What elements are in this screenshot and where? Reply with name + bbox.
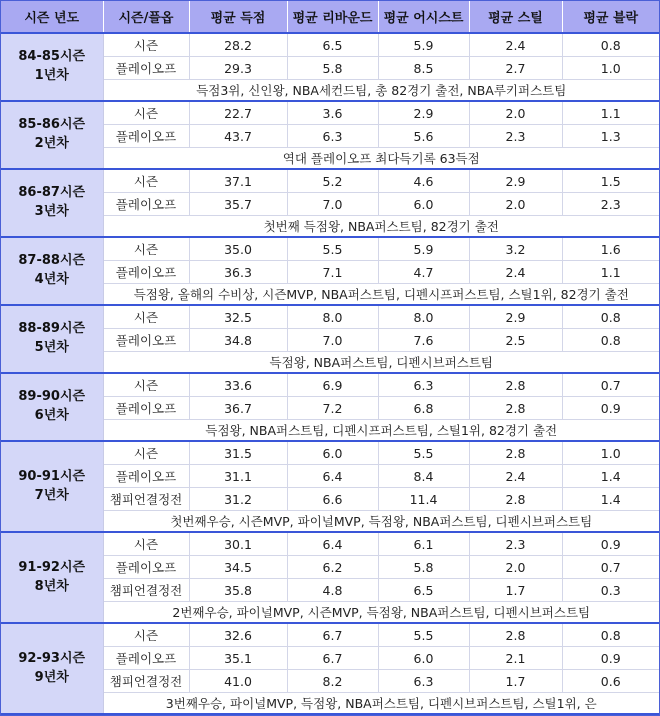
assists-cell: 5.8 (378, 556, 469, 579)
points-cell: 37.1 (189, 169, 287, 193)
row-type-cell: 시즌 (103, 305, 189, 329)
rebounds-cell: 4.8 (287, 579, 378, 602)
steals-cell: 2.1 (469, 647, 562, 670)
assists-cell: 5.9 (378, 33, 469, 57)
points-cell: 22.7 (189, 101, 287, 125)
row-type-cell: 플레이오프 (103, 556, 189, 579)
steals-cell: 3.2 (469, 237, 562, 261)
rebounds-cell: 8.2 (287, 670, 378, 693)
season-note: 득점왕, 올해의 수비상, 시즌MVP, NBA퍼스트팀, 디펜시프퍼스트팀, 스틸1위, 82경기 출전 (103, 284, 659, 306)
rebounds-cell: 6.7 (287, 623, 378, 647)
season-order-label: 2년차 (34, 136, 69, 151)
row-type-cell: 챔피언결정전 (103, 579, 189, 602)
header-assists: 평균 어시스트 (378, 1, 469, 33)
assists-cell: 8.4 (378, 465, 469, 488)
rebounds-cell: 5.8 (287, 57, 378, 80)
season-year-cell (1, 101, 103, 169)
rebounds-cell: 7.1 (287, 261, 378, 284)
career-stats-table (1, 1, 659, 715)
steals-cell: 2.5 (469, 329, 562, 352)
points-cell: 41.0 (189, 670, 287, 693)
row-type-cell: 챔피언결정전 (103, 670, 189, 693)
rebounds-cell: 7.2 (287, 397, 378, 420)
blocks-cell: 1.1 (562, 101, 659, 125)
blocks-cell: 1.6 (562, 237, 659, 261)
row-type-cell: 시즌 (103, 441, 189, 465)
table-row (1, 532, 659, 556)
season-year-cell (1, 305, 103, 373)
steals-cell: 2.3 (469, 125, 562, 148)
points-cell: 31.2 (189, 488, 287, 511)
rebounds-cell: 6.5 (287, 33, 378, 57)
blocks-cell: 1.0 (562, 57, 659, 80)
steals-cell: 2.0 (469, 556, 562, 579)
points-cell: 32.5 (189, 305, 287, 329)
assists-cell: 5.5 (378, 623, 469, 647)
row-type-cell: 시즌 (103, 101, 189, 125)
season-order-label: 6년차 (34, 408, 69, 423)
rebounds-cell: 8.0 (287, 305, 378, 329)
points-cell: 36.3 (189, 261, 287, 284)
rebounds-cell: 3.6 (287, 101, 378, 125)
season-year-label: 91-92시즌 (18, 559, 86, 575)
rebounds-cell: 7.0 (287, 329, 378, 352)
season-year-label: 90-91시즌 (18, 468, 86, 484)
assists-cell: 6.1 (378, 532, 469, 556)
blocks-cell: 0.9 (562, 397, 659, 420)
season-year-cell (1, 169, 103, 237)
points-cell: 28.2 (189, 33, 287, 57)
season-note: 첫번째우승, 시즌MVP, 파이널MVP, 득점왕, NBA퍼스트팀, 디펜시브퍼스트팀 (103, 511, 659, 533)
blocks-cell: 0.6 (562, 670, 659, 693)
rebounds-cell: 6.6 (287, 488, 378, 511)
row-type-cell: 플레이오프 (103, 57, 189, 80)
header-rebounds: 평균 리바운드 (287, 1, 378, 33)
blocks-cell: 0.8 (562, 623, 659, 647)
season-note: 득점3위, 신인왕, NBA세컨드팀, 총 82경기 출전, NBA루키퍼스트팀 (103, 80, 659, 102)
blocks-cell: 0.7 (562, 373, 659, 397)
season-order-label: 3년차 (34, 204, 69, 219)
blocks-cell: 2.3 (562, 193, 659, 216)
season-year-cell (1, 33, 103, 101)
points-cell: 35.0 (189, 237, 287, 261)
header-season-playoff: 시즌/플옵 (103, 1, 189, 33)
rebounds-cell: 6.4 (287, 465, 378, 488)
assists-cell: 6.3 (378, 670, 469, 693)
row-type-cell: 플레이오프 (103, 329, 189, 352)
table-row (1, 237, 659, 261)
season-order-label: 5년차 (34, 340, 69, 355)
row-type-cell: 플레이오프 (103, 397, 189, 420)
season-order-label: 7년차 (34, 487, 69, 503)
blocks-cell: 0.8 (562, 305, 659, 329)
rebounds-cell: 6.7 (287, 647, 378, 670)
season-order-label: 4년차 (34, 272, 69, 287)
points-cell: 32.6 (189, 623, 287, 647)
assists-cell: 11.4 (378, 488, 469, 511)
row-type-cell: 시즌 (103, 169, 189, 193)
season-year-label: 89-90시즌 (18, 389, 86, 405)
rebounds-cell: 6.2 (287, 556, 378, 579)
rebounds-cell: 5.2 (287, 169, 378, 193)
row-type-cell: 플레이오프 (103, 193, 189, 216)
season-year-label: 88-89시즌 (18, 321, 86, 337)
steals-cell: 2.9 (469, 169, 562, 193)
assists-cell: 2.9 (378, 101, 469, 125)
blocks-cell: 0.9 (562, 532, 659, 556)
assists-cell: 7.6 (378, 329, 469, 352)
blocks-cell: 0.8 (562, 329, 659, 352)
stats-body (1, 33, 659, 714)
points-cell: 33.6 (189, 373, 287, 397)
blocks-cell: 0.8 (562, 33, 659, 57)
season-year-cell (1, 532, 103, 623)
row-type-cell: 시즌 (103, 237, 189, 261)
row-type-cell: 플레이오프 (103, 125, 189, 148)
season-note: 역대 플레이오프 최다득기록 63득점 (103, 148, 659, 170)
blocks-cell: 1.1 (562, 261, 659, 284)
assists-cell: 8.0 (378, 305, 469, 329)
season-note: 2번째우승, 파이널MVP, 시즌MVP, 득점왕, NBA퍼스트팀, 디펜시브퍼스트팀 (103, 602, 659, 624)
assists-cell: 6.3 (378, 373, 469, 397)
steals-cell: 2.8 (469, 441, 562, 465)
rebounds-cell: 6.4 (287, 532, 378, 556)
points-cell: 29.3 (189, 57, 287, 80)
points-cell: 35.8 (189, 579, 287, 602)
steals-cell: 2.7 (469, 57, 562, 80)
season-order-label: 9년차 (34, 669, 69, 685)
steals-cell: 2.0 (469, 193, 562, 216)
season-year-label: 87-88시즌 (18, 253, 86, 269)
season-note: 3번째우승, 파이널MVP, 득점왕, NBA퍼스트팀, 디펜시브퍼스트팀, 스틸1위, 은 (103, 693, 659, 715)
points-cell: 35.7 (189, 193, 287, 216)
rebounds-cell: 7.0 (287, 193, 378, 216)
season-note: 득점왕, NBA퍼스트팀, 디펜시브퍼스트팀 (103, 352, 659, 374)
steals-cell: 1.7 (469, 579, 562, 602)
points-cell: 34.8 (189, 329, 287, 352)
assists-cell: 5.6 (378, 125, 469, 148)
steals-cell: 2.4 (469, 261, 562, 284)
steals-cell: 2.4 (469, 33, 562, 57)
blocks-cell: 1.4 (562, 465, 659, 488)
table-row (1, 101, 659, 125)
table-row (1, 441, 659, 465)
blocks-cell: 0.7 (562, 556, 659, 579)
blocks-cell: 1.4 (562, 488, 659, 511)
rebounds-cell: 5.5 (287, 237, 378, 261)
table-row (1, 305, 659, 329)
steals-cell: 2.0 (469, 101, 562, 125)
table-row (1, 33, 659, 57)
header-row (1, 1, 659, 33)
row-type-cell: 시즌 (103, 532, 189, 556)
header-blocks: 평균 블락 (562, 1, 659, 33)
row-type-cell: 플레이오프 (103, 261, 189, 284)
points-cell: 36.7 (189, 397, 287, 420)
steals-cell: 2.9 (469, 305, 562, 329)
season-year-cell (1, 441, 103, 532)
season-year-cell (1, 373, 103, 441)
row-type-cell: 플레이오프 (103, 465, 189, 488)
steals-cell: 2.8 (469, 373, 562, 397)
steals-cell: 2.3 (469, 532, 562, 556)
season-note: 득점왕, NBA퍼스트팀, 디펜시프퍼스트팀, 스틸1위, 82경기 출전 (103, 420, 659, 442)
steals-cell: 1.7 (469, 670, 562, 693)
points-cell: 31.1 (189, 465, 287, 488)
blocks-cell: 1.0 (562, 441, 659, 465)
assists-cell: 5.5 (378, 441, 469, 465)
assists-cell: 5.9 (378, 237, 469, 261)
points-cell: 35.1 (189, 647, 287, 670)
assists-cell: 4.6 (378, 169, 469, 193)
header-steals: 평균 스틸 (469, 1, 562, 33)
assists-cell: 8.5 (378, 57, 469, 80)
blocks-cell: 0.3 (562, 579, 659, 602)
rebounds-cell: 6.9 (287, 373, 378, 397)
season-year-label: 92-93시즌 (18, 650, 86, 666)
season-order-label: 1년차 (34, 68, 69, 83)
steals-cell: 2.4 (469, 465, 562, 488)
season-year-label: 85-86시즌 (18, 117, 86, 133)
steals-cell: 2.8 (469, 623, 562, 647)
points-cell: 31.5 (189, 441, 287, 465)
season-note: 첫번째 득점왕, NBA퍼스트팀, 82경기 출전 (103, 216, 659, 238)
row-type-cell: 시즌 (103, 373, 189, 397)
rebounds-cell: 6.3 (287, 125, 378, 148)
blocks-cell: 1.5 (562, 169, 659, 193)
blocks-cell: 0.9 (562, 647, 659, 670)
table-row (1, 169, 659, 193)
assists-cell: 6.8 (378, 397, 469, 420)
rebounds-cell: 6.0 (287, 441, 378, 465)
assists-cell: 6.5 (378, 579, 469, 602)
table-row (1, 373, 659, 397)
header-season-year: 시즌 년도 (1, 1, 103, 33)
season-year-cell (1, 237, 103, 305)
assists-cell: 4.7 (378, 261, 469, 284)
row-type-cell: 시즌 (103, 33, 189, 57)
assists-cell: 6.0 (378, 193, 469, 216)
header-points: 평균 득점 (189, 1, 287, 33)
points-cell: 30.1 (189, 532, 287, 556)
season-year-label: 86-87시즌 (18, 185, 86, 201)
points-cell: 43.7 (189, 125, 287, 148)
table-row (1, 623, 659, 647)
points-cell: 34.5 (189, 556, 287, 579)
steals-cell: 2.8 (469, 397, 562, 420)
blocks-cell: 1.3 (562, 125, 659, 148)
steals-cell: 2.8 (469, 488, 562, 511)
row-type-cell: 챔피언결정전 (103, 488, 189, 511)
season-order-label: 8년차 (34, 578, 69, 594)
row-type-cell: 플레이오프 (103, 647, 189, 670)
assists-cell: 6.0 (378, 647, 469, 670)
season-year-cell (1, 623, 103, 714)
row-type-cell: 시즌 (103, 623, 189, 647)
season-year-label: 84-85시즌 (18, 49, 86, 65)
